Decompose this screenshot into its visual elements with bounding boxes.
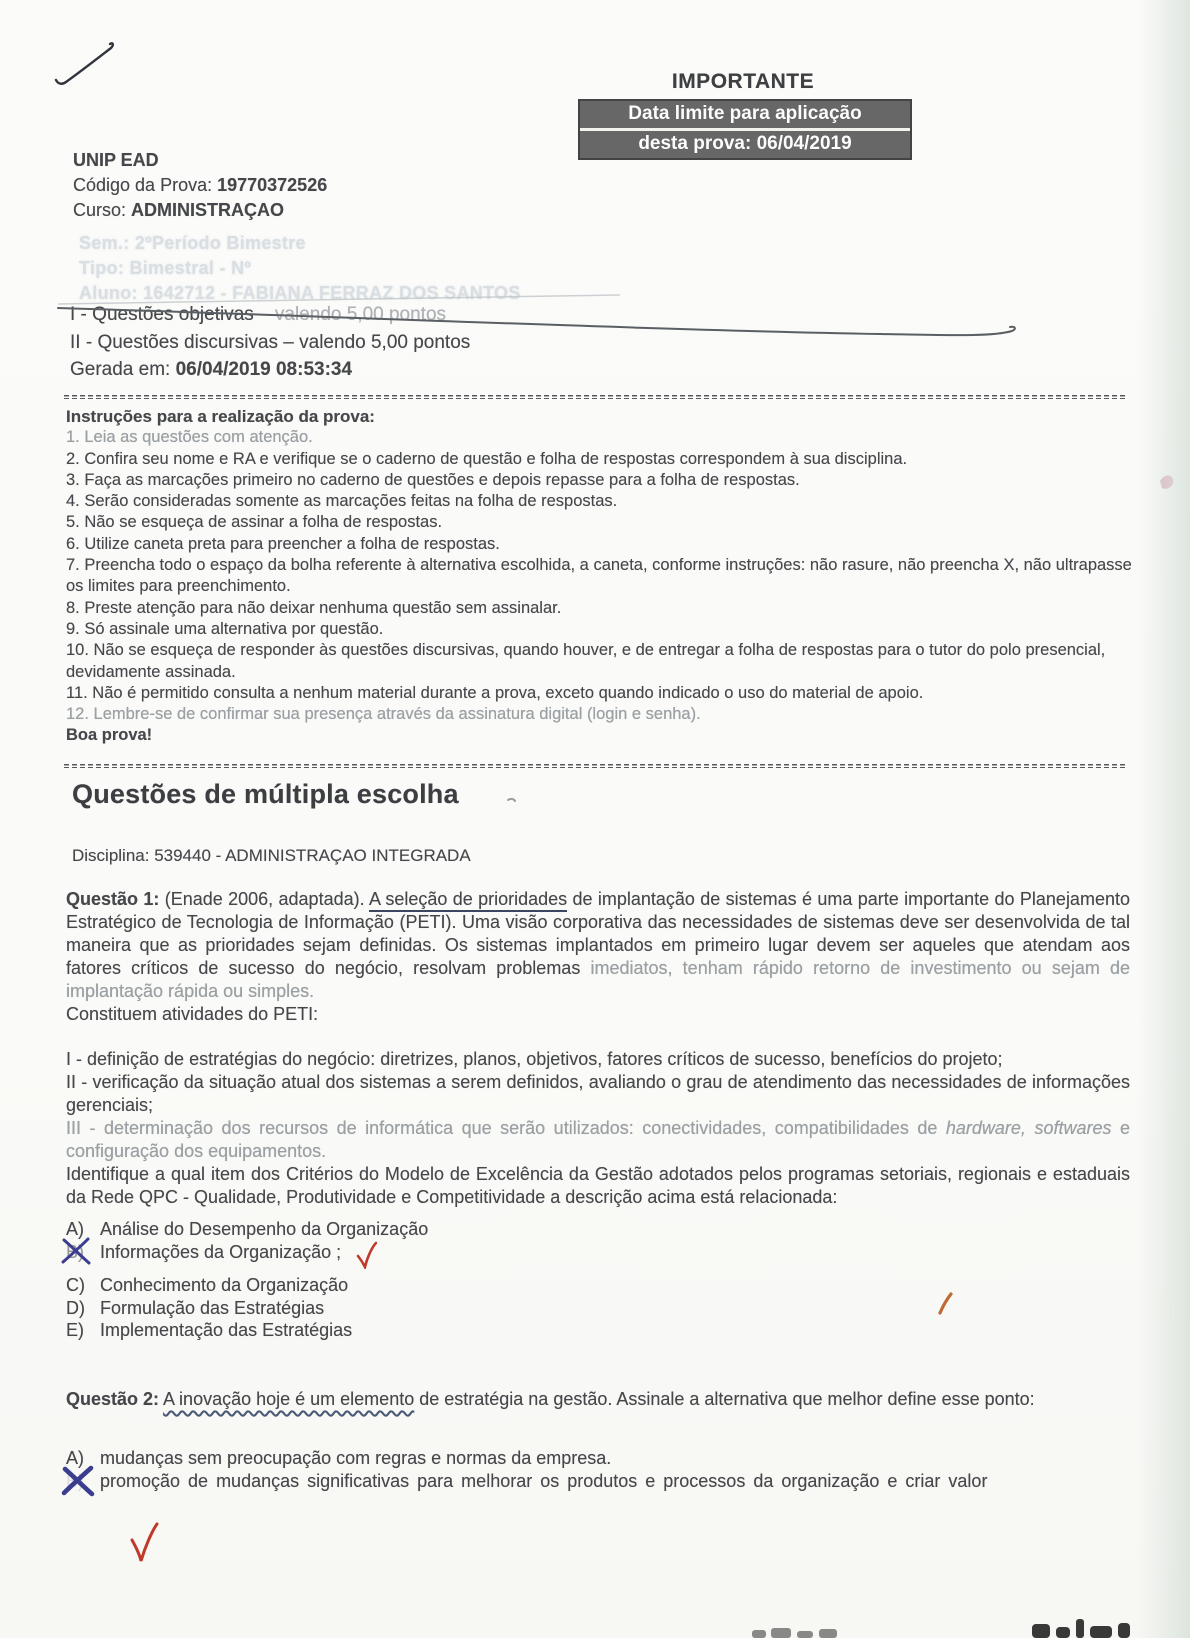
institution-name: UNIP EAD — [73, 150, 159, 170]
option-row-d — [66, 1297, 1130, 1320]
course-label: Curso: — [73, 200, 132, 220]
ghost-line-student: Aluno: 1642712 - FABIANA FERRAZ DOS SANTOS — [79, 283, 521, 303]
bottom-smudge-left — [752, 1628, 837, 1638]
option-row-b — [66, 1241, 1130, 1275]
deadline-box — [578, 99, 912, 160]
roman-item-ii: II - verificação da situação atual dos sistemas a serem definidos, avaliando o grau de atendimento das necessidades de informações gerenciais; — [66, 1072, 1130, 1115]
option-text: Análise do Desempenho da Organização — [100, 1219, 429, 1239]
question-1-identify: Identifique a qual item dos Critérios do Modelo de Excelência da Gestão adotados pelos programas setoriais, regionais e estaduais da Rede QPC - Qualidade, Produtividade e Competitividade a descrição acima está relacionada: — [66, 1164, 1130, 1207]
dashed-separator-top — [64, 395, 1126, 399]
points-block — [70, 301, 470, 384]
option-letter: B) — [66, 1241, 84, 1262]
bottom-smudge-right — [1032, 1619, 1130, 1638]
hardware-italic: hardware, — [945, 1118, 1026, 1138]
check-stroke — [132, 1524, 157, 1561]
instruction-item: 2. Confira seu nome e RA e verifique se o caderno de questão e folha de respostas correspondem à sua disciplina. — [66, 449, 908, 468]
importante-heading: IMPORTANTE — [671, 70, 815, 93]
red-check-icon-q2 — [132, 1524, 157, 1561]
roman-item-iii-pre: III - determinação dos recursos de informática que serão utilizados: conectividades, compatibilidades de — [66, 1118, 946, 1138]
option-text: promoção de mudanças significativas para melhorar os produtos e processos da organização e criar valor — [100, 1470, 988, 1491]
question-1 — [66, 888, 1130, 1342]
pen-slash-top-left — [56, 43, 113, 83]
question-2-options — [66, 1447, 1130, 1492]
question-1-tail: Constituem atividades do PETI: — [66, 1004, 319, 1024]
generated-at-line — [70, 356, 470, 384]
softwares-italic: softwares — [1034, 1118, 1112, 1138]
exam-code-label: Código da Prova: — [73, 175, 218, 195]
option-letter: D) — [66, 1297, 85, 1318]
pink-mark — [1160, 475, 1173, 488]
question-1-intro — [66, 888, 1130, 1003]
question-1-options — [66, 1218, 1130, 1342]
instruction-item: 1. Leia as questões com atenção. — [66, 428, 313, 447]
option-row-e — [66, 1319, 1130, 1342]
option-text: Formulação das Estratégias — [100, 1297, 325, 1318]
instruction-item: 9. Só assinale uma alternativa por questão. — [66, 619, 384, 638]
question-1-body: de implantação de sistemas é uma parte importante do Planejamento Estratégico de Tecnologia de Informação (PETI). Uma visão corporativa das necessidades de sistemas deve ser desenvolvida de tal maneira que as prioridades sejam definidas. Os sistemas implantados em primeiro lugar devem ser aqueles que atendam aos fatores críticos de sucesso do negócio, resolvam problemas — [66, 889, 1130, 978]
instruction-item: 8. Preste atenção para não deixar nenhuma questão sem assinalar. — [66, 598, 562, 617]
question-1-label: Questão 1: — [66, 889, 160, 909]
option-letter: E) — [66, 1320, 84, 1340]
question-2-label: Questão 2: — [66, 1389, 160, 1409]
stray-pen-dot — [508, 799, 515, 801]
exam-header — [73, 148, 327, 223]
question-1-underlined-phrase: A seleção de prioridades — [369, 889, 567, 912]
dashed-separator-bottom — [64, 764, 1126, 768]
roman-item-iii — [66, 1117, 1130, 1163]
deadline-line-1: Data limite para aplicação — [580, 101, 910, 128]
discursive-questions-line: II - Questões discursivas – valendo 5,00 pontos — [70, 331, 471, 353]
option-text: Informações da Organização ; — [100, 1241, 342, 1262]
option-letter: C) — [66, 1275, 85, 1295]
roman-item-iii-rest: e configuração dos equipamentos. — [66, 1118, 1130, 1161]
objective-questions-line — [70, 301, 470, 329]
generated-label: Gerada em: — [70, 359, 176, 380]
exam-code-line — [73, 173, 327, 198]
discipline-line: Disciplina: 539440 - ADMINISTRAÇAO INTEGRADA — [72, 846, 471, 865]
question-1-faded-line: imediatos, tenham rápido retorno de investimento ou sejam de implantação rápida ou simples. — [66, 958, 1131, 1001]
ghost-line-semester: Sem.: 2ºPeríodo Bimestre — [79, 233, 306, 253]
objective-pre: I - Questões objetivas – — [70, 304, 275, 325]
deadline-line-2: desta prova: 06/04/2019 — [580, 131, 910, 158]
instruction-item: 3. Faça as marcações primeiro no caderno de questões e depois repasse para a folha de respostas. — [66, 470, 800, 489]
course-line — [73, 198, 327, 223]
check-stroke — [358, 1243, 376, 1267]
instruction-item: 10. Não se esqueça de responder às questões discursivas, quando houver, e de entregar a folha de respostas para o tutor do polo presencial, devidamente assinada. — [66, 641, 1106, 681]
ghost-line-type: Tipo: Bimestral - Nº — [79, 258, 252, 278]
instruction-item: 11. Não é permitido consulta a nenhum material durante a prova, exceto quando indicado o uso do material de apoio. — [66, 683, 924, 702]
section-title: Questões de múltipla escolha — [72, 779, 459, 809]
option-letter: A) — [66, 1219, 84, 1239]
instruction-item: 4. Serão consideradas somente as marcações feitas na folha de respostas. — [66, 492, 618, 511]
option-text: Conhecimento da Organização — [100, 1275, 349, 1295]
exam-code-value: 19770372526 — [217, 175, 328, 195]
option-row-a — [66, 1218, 1130, 1241]
option-row-b — [66, 1470, 1130, 1493]
instruction-item: 5. Não se esqueça de assinar a folha de respostas. — [66, 513, 443, 532]
question-2-body: de estratégia na gestão. Assinale a alternativa que melhor define esse ponto: — [414, 1389, 1035, 1409]
question-2-text — [66, 1388, 1130, 1411]
roman-item-i: I - definição de estratégias do negócio: diretrizes, planos, objetivos, fatores críticos de sucesso, benefícios do projeto; — [66, 1049, 1003, 1069]
option-row-a — [66, 1447, 1130, 1470]
instruction-item: 12. Lembre-se de confirmar sua presença através da assinatura digital (login e senha). — [66, 705, 701, 724]
instructions-block — [66, 406, 1132, 747]
ghost-student-info — [79, 231, 521, 306]
option-text: Implementação das Estratégias — [100, 1320, 353, 1340]
instructions-list — [66, 427, 1132, 725]
instruction-item: 7. Preencha todo o espaço da bolha referente à alternativa escolhida, a caneta, conforme instruções: não rasure, não preencha X, não ultrapasse os limites para preenchimento. — [66, 556, 1132, 596]
closing-note: Boa prova! — [66, 726, 153, 745]
red-check-icon-q1 — [355, 1241, 377, 1275]
instructions-title: Instruções para a realização da prova: — [66, 407, 375, 426]
course-value: ADMINISTRAÇAO — [131, 200, 285, 220]
question-1-roman-items — [66, 1048, 1130, 1209]
option-letter: B) — [66, 1470, 84, 1491]
question-2-underlined-phrase: A inovação hoje é um elemento — [163, 1389, 415, 1409]
question-1-source: (Enade 2006, adaptada). — [159, 889, 369, 909]
option-row-c — [66, 1274, 1130, 1297]
instruction-item: 6. Utilize caneta preta para preencher a folha de respostas. — [66, 534, 500, 553]
generated-value: 06/04/2019 08:53:34 — [175, 359, 353, 380]
question-2 — [66, 1388, 1130, 1492]
objective-faded: valendo 5,00 pontos — [274, 304, 447, 325]
option-letter: A) — [66, 1448, 84, 1468]
option-text: mudanças sem preocupação com regras e normas da empresa. — [100, 1448, 612, 1468]
